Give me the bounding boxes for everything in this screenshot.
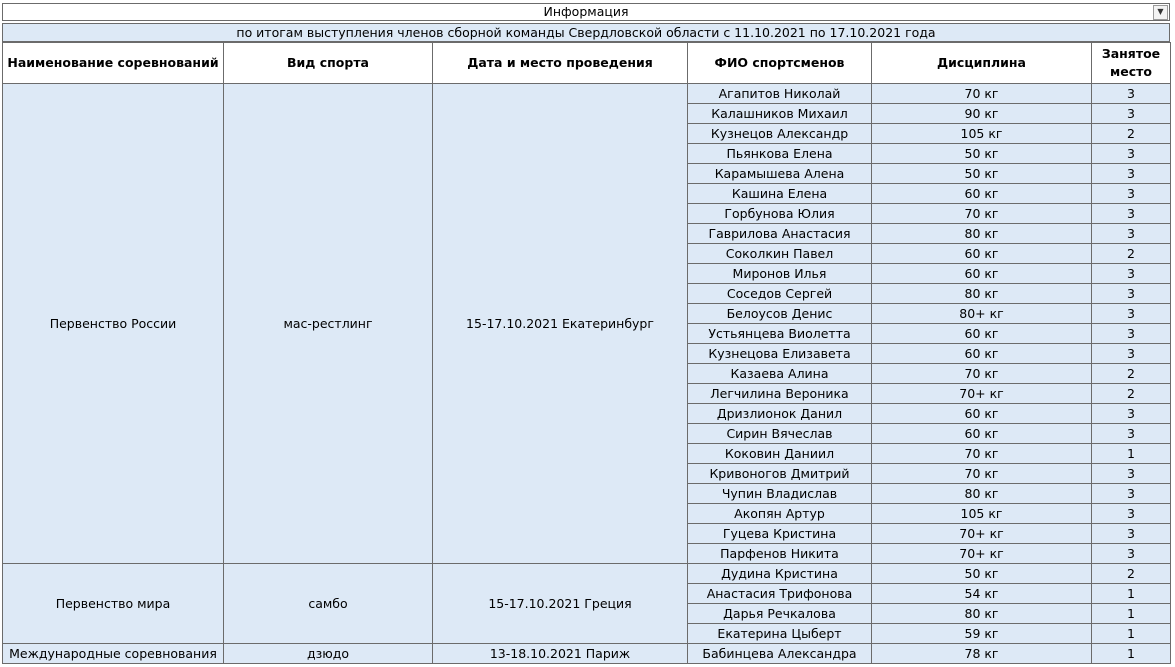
- athlete-name-cell: Акопян Артур: [688, 504, 872, 524]
- header-sport: Вид спорта: [224, 43, 433, 84]
- athlete-name-cell: Кузнецова Елизавета: [688, 344, 872, 364]
- discipline-cell: 50 кг: [872, 164, 1092, 184]
- athlete-name-cell: Екатерина Цыберт: [688, 624, 872, 644]
- report-title-text: Информация: [543, 4, 629, 19]
- place-cell: 3: [1092, 424, 1171, 444]
- discipline-cell: 60 кг: [872, 184, 1092, 204]
- athlete-name-cell: Кузнецов Александр: [688, 124, 872, 144]
- place-cell: 2: [1092, 384, 1171, 404]
- discipline-cell: 50 кг: [872, 564, 1092, 584]
- discipline-cell: 70 кг: [872, 364, 1092, 384]
- discipline-cell: 70+ кг: [872, 524, 1092, 544]
- discipline-cell: 70+ кг: [872, 544, 1092, 564]
- table-row: [3, 644, 1171, 664]
- athlete-name-cell: Горбунова Юлия: [688, 204, 872, 224]
- place-cell: 2: [1092, 364, 1171, 384]
- place-cell: 3: [1092, 284, 1171, 304]
- athlete-name-cell: Миронов Илья: [688, 264, 872, 284]
- discipline-cell: 90 кг: [872, 104, 1092, 124]
- table-row: [3, 564, 1171, 584]
- date-place-cell: 13-18.10.2021 Париж: [433, 644, 688, 664]
- place-cell: 3: [1092, 264, 1171, 284]
- athlete-name-cell: Кривоногов Дмитрий: [688, 464, 872, 484]
- date-place-cell: 15-17.10.2021 Греция: [433, 564, 688, 644]
- athlete-name-cell: Коковин Даниил: [688, 444, 872, 464]
- discipline-cell: 60 кг: [872, 244, 1092, 264]
- discipline-cell: 50 кг: [872, 144, 1092, 164]
- discipline-cell: 59 кг: [872, 624, 1092, 644]
- header-athlete-name: ФИО спортсменов: [688, 43, 872, 84]
- athlete-name-cell: Белоусов Денис: [688, 304, 872, 324]
- discipline-cell: 80 кг: [872, 224, 1092, 244]
- competition-cell: Международные соревнования: [3, 644, 224, 664]
- athlete-name-cell: Агапитов Николай: [688, 84, 872, 104]
- report-title: [2, 3, 1170, 21]
- place-cell: 3: [1092, 184, 1171, 204]
- athlete-name-cell: Чупин Владислав: [688, 484, 872, 504]
- place-cell: 1: [1092, 624, 1171, 644]
- athlete-name-cell: Соседов Сергей: [688, 284, 872, 304]
- discipline-cell: 60 кг: [872, 424, 1092, 444]
- report-subtitle: по итогам выступления членов сборной команды Свердловской области с 11.10.2021 по 17.10.2021 года: [2, 23, 1170, 42]
- place-cell: 3: [1092, 544, 1171, 564]
- athlete-name-cell: Гуцева Кристина: [688, 524, 872, 544]
- place-cell: 3: [1092, 324, 1171, 344]
- discipline-cell: 105 кг: [872, 124, 1092, 144]
- discipline-cell: 80+ кг: [872, 304, 1092, 324]
- place-cell: 3: [1092, 204, 1171, 224]
- athlete-name-cell: Анастасия Трифонова: [688, 584, 872, 604]
- place-cell: 1: [1092, 444, 1171, 464]
- discipline-cell: 60 кг: [872, 344, 1092, 364]
- place-cell: 3: [1092, 224, 1171, 244]
- place-cell: 1: [1092, 644, 1171, 664]
- competition-cell: Первенство мира: [3, 564, 224, 644]
- place-cell: 2: [1092, 564, 1171, 584]
- athlete-name-cell: Парфенов Никита: [688, 544, 872, 564]
- athlete-name-cell: Бабинцева Александра: [688, 644, 872, 664]
- discipline-cell: 80 кг: [872, 484, 1092, 504]
- dropdown-arrow-icon[interactable]: ▼: [1153, 5, 1168, 20]
- place-cell: 2: [1092, 124, 1171, 144]
- place-cell: 3: [1092, 84, 1171, 104]
- athlete-name-cell: Соколкин Павел: [688, 244, 872, 264]
- place-cell: 1: [1092, 604, 1171, 624]
- date-place-cell: 15-17.10.2021 Екатеринбург: [433, 84, 688, 564]
- discipline-cell: 70+ кг: [872, 384, 1092, 404]
- competition-cell: Первенство России: [3, 84, 224, 564]
- place-cell: 3: [1092, 304, 1171, 324]
- place-cell: 3: [1092, 164, 1171, 184]
- discipline-cell: 54 кг: [872, 584, 1092, 604]
- discipline-cell: 60 кг: [872, 404, 1092, 424]
- discipline-cell: 105 кг: [872, 504, 1092, 524]
- place-cell: 3: [1092, 144, 1171, 164]
- table-row: [3, 84, 1171, 104]
- place-cell: 3: [1092, 344, 1171, 364]
- athlete-name-cell: Кашина Елена: [688, 184, 872, 204]
- header-place: Занятое место: [1092, 43, 1171, 84]
- athlete-name-cell: Сирин Вячеслав: [688, 424, 872, 444]
- athlete-name-cell: Дарья Речкалова: [688, 604, 872, 624]
- athlete-name-cell: Легчилина Вероника: [688, 384, 872, 404]
- discipline-cell: 60 кг: [872, 264, 1092, 284]
- athlete-name-cell: Казаева Алина: [688, 364, 872, 384]
- discipline-cell: 80 кг: [872, 284, 1092, 304]
- athlete-name-cell: Карамышева Алена: [688, 164, 872, 184]
- athlete-name-cell: Устьянцева Виолетта: [688, 324, 872, 344]
- sport-cell: дзюдо: [224, 644, 433, 664]
- athlete-name-cell: Пьянкова Елена: [688, 144, 872, 164]
- discipline-cell: 80 кг: [872, 604, 1092, 624]
- discipline-cell: 70 кг: [872, 204, 1092, 224]
- discipline-cell: 70 кг: [872, 464, 1092, 484]
- header-date-place: Дата и место проведения: [433, 43, 688, 84]
- sport-cell: самбо: [224, 564, 433, 644]
- athlete-name-cell: Гаврилова Анастасия: [688, 224, 872, 244]
- place-cell: 3: [1092, 464, 1171, 484]
- discipline-cell: 78 кг: [872, 644, 1092, 664]
- place-cell: 1: [1092, 584, 1171, 604]
- place-cell: 2: [1092, 244, 1171, 264]
- athlete-name-cell: Дудина Кристина: [688, 564, 872, 584]
- place-cell: 3: [1092, 524, 1171, 544]
- header-row: [3, 43, 1171, 84]
- athlete-name-cell: Калашников Михаил: [688, 104, 872, 124]
- place-cell: 3: [1092, 484, 1171, 504]
- header-discipline: Дисциплина: [872, 43, 1092, 84]
- place-cell: 3: [1092, 404, 1171, 424]
- athlete-name-cell: Дризлионок Данил: [688, 404, 872, 424]
- discipline-cell: 60 кг: [872, 324, 1092, 344]
- sport-cell: мас-рестлинг: [224, 84, 433, 564]
- discipline-cell: 70 кг: [872, 84, 1092, 104]
- results-table: [2, 42, 1171, 664]
- discipline-cell: 70 кг: [872, 444, 1092, 464]
- header-competition: Наименование соревнований: [3, 43, 224, 84]
- place-cell: 3: [1092, 104, 1171, 124]
- place-cell: 3: [1092, 504, 1171, 524]
